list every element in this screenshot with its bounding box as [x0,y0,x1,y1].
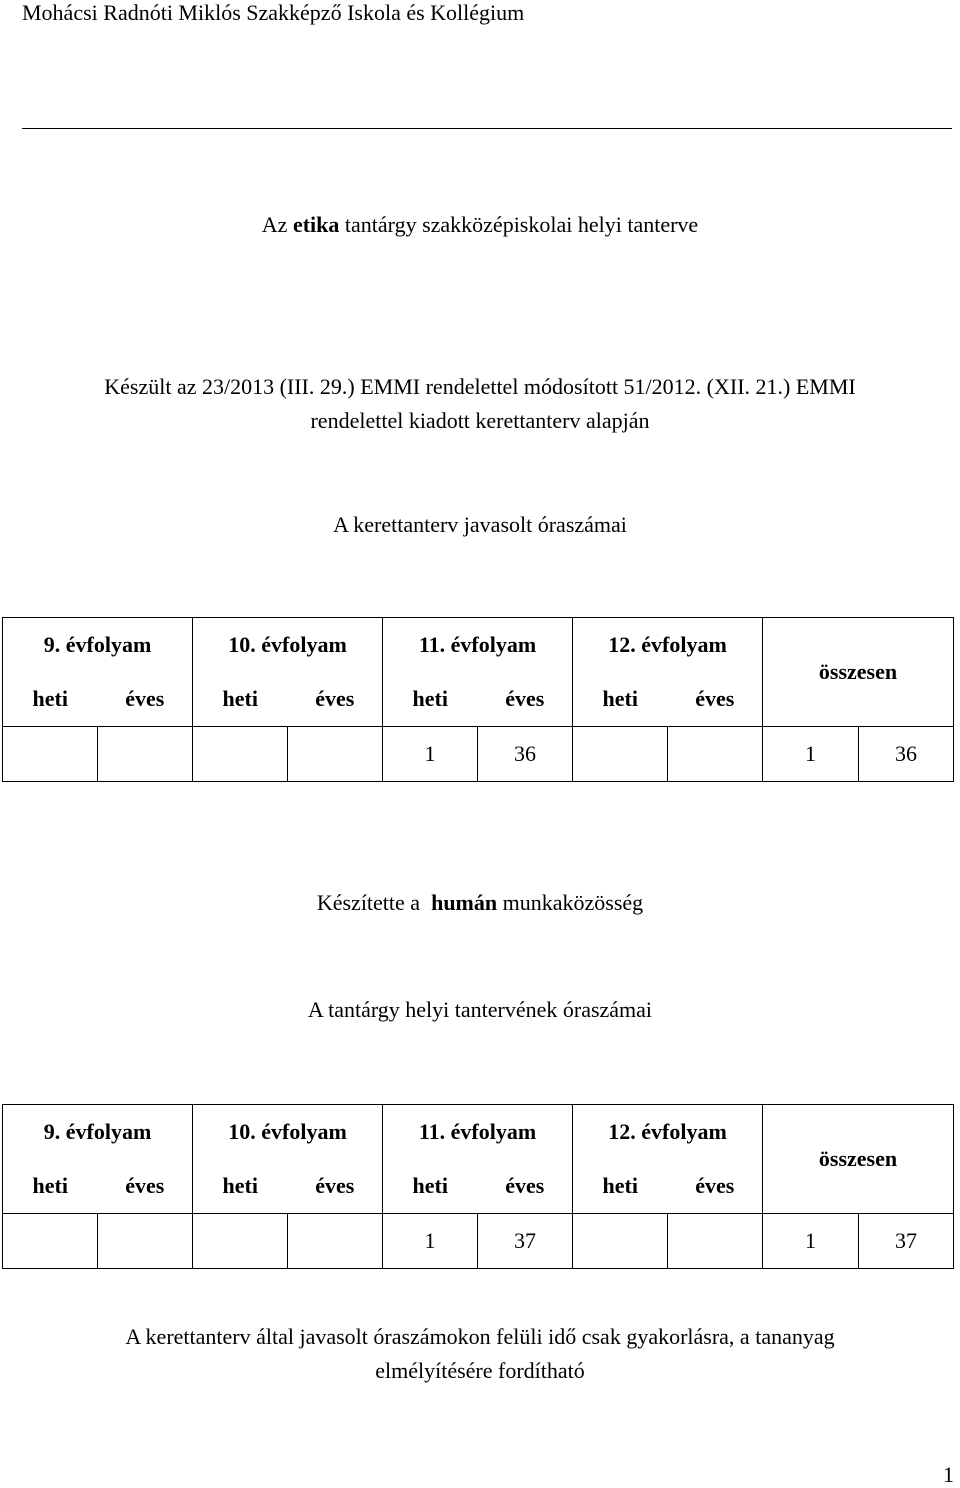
sub-header: heti [3,672,98,727]
sub-header: heti [3,1159,98,1214]
author-team: humán [431,890,498,915]
sub-header: éves [668,1159,763,1214]
sub-header: heti [573,1159,668,1214]
table-cell: 1 [383,1214,478,1269]
table-row [3,1214,954,1269]
author-prefix: Készítette a [316,890,432,915]
sub-header: éves [478,1159,573,1214]
sub-header: heti [573,672,668,727]
table-cell [288,1214,383,1269]
school-name: Mohácsi Radnóti Miklós Szakképző Iskola és Kollégium [22,0,525,25]
document-title [0,212,960,238]
grade-11-header: 11. évfolyam [383,618,573,673]
grade-9-header: 9. évfolyam [3,1105,193,1160]
table-cell [573,727,668,782]
total-header: összesen [763,618,954,727]
basis-text [0,370,960,438]
table-cell: 1 [383,727,478,782]
sub-header: éves [478,672,573,727]
sub-header: heti [193,1159,288,1214]
grade-10-header: 10. évfolyam [193,618,383,673]
table-cell [668,1214,763,1269]
title-prefix: Az [261,212,293,237]
sub-header: heti [383,672,478,727]
title-subject: etika [292,212,340,237]
grade-9-header: 9. évfolyam [3,618,193,673]
table2-caption: A tantárgy helyi tantervének óraszámai [307,997,653,1022]
recommended-hours-table [2,617,954,782]
basis-line-1: Készült az 23/2013 (III. 29.) EMMI rendelettel módosított 51/2012. (XII. 21.) EMMI [104,374,856,399]
sub-header: éves [288,1159,383,1214]
local-hours-table [2,1104,954,1269]
table-cell: 36 [478,727,573,782]
table1-caption: A kerettanterv javasolt óraszámai [333,512,627,537]
table-cell [193,1214,288,1269]
sub-header: heti [383,1159,478,1214]
total-header: összesen [763,1105,954,1214]
note-text [0,1320,960,1388]
table-row [3,727,954,782]
table-cell: 37 [859,1214,954,1269]
table-cell [3,1214,98,1269]
sub-header: éves [98,672,193,727]
sub-header: heti [193,672,288,727]
sub-header: éves [288,672,383,727]
table-cell: 1 [763,727,859,782]
note-line-2: elmélyítésére fordítható [375,1358,585,1383]
note-line-1: A kerettanterv által javasolt óraszámokon felüli idő csak gyakorlásra, a tananyag [125,1324,835,1349]
title-suffix: tantárgy szakközépiskolai helyi tanterve [339,212,699,237]
table-cell [668,727,763,782]
table-cell: 36 [859,727,954,782]
table-cell [98,727,193,782]
grade-12-header: 12. évfolyam [573,618,763,673]
header-rule [22,128,952,129]
grade-12-header: 12. évfolyam [573,1105,763,1160]
table-cell [3,727,98,782]
basis-line-2: rendelettel kiadott kerettanterv alapján [310,408,650,433]
table-cell [193,727,288,782]
sub-header: éves [98,1159,193,1214]
table-cell: 1 [763,1214,859,1269]
table-cell [98,1214,193,1269]
table-cell [573,1214,668,1269]
author-suffix: munkaközösség [497,890,644,915]
table-cell: 37 [478,1214,573,1269]
sub-header: éves [668,672,763,727]
author-line [0,890,960,916]
grade-11-header: 11. évfolyam [383,1105,573,1160]
table-cell [288,727,383,782]
page-number: 1 [943,1462,954,1487]
grade-10-header: 10. évfolyam [193,1105,383,1160]
